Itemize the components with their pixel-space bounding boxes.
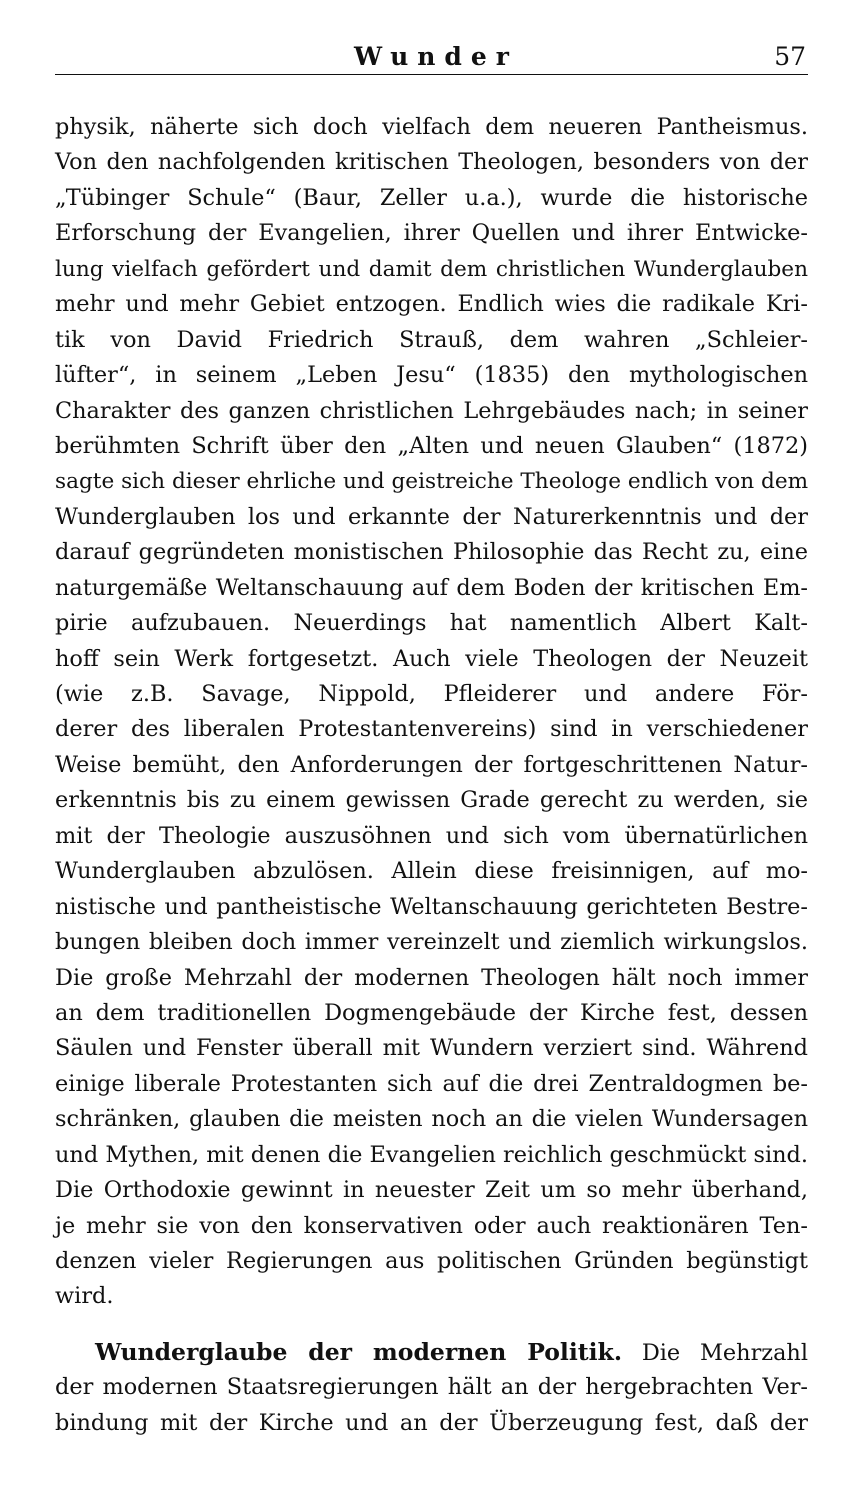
text-line: tik von David Friedrich Strauß, dem wahren „Schleier- [55, 326, 808, 353]
section-gap [55, 1315, 808, 1335]
section-first-line [55, 1335, 808, 1370]
text-line: physik, näherte sich doch vielfach dem neueren Pantheismus. [55, 114, 808, 140]
text-line: berühmten Schrift über den „Alten und neuen Glauben“ (1872) [55, 432, 808, 459]
text-line: schränken, glauben die meisten noch an die vielen Wundersagen [55, 1106, 808, 1133]
running-head-title: Wunder [354, 42, 518, 71]
running-head [55, 40, 808, 80]
text-line: Erforschung der Evangelien, ihrer Quellen und ihrer Entwicke- [55, 220, 808, 247]
text-line: „Tübinger Schule“ (Baur, Zeller u.a.), wurde die historische [55, 184, 808, 211]
section-heading: Wunderglaube der modernen Politik. [95, 1337, 623, 1366]
text-line: derer des liberalen Protestantenvereins) sind in verschiedener [55, 716, 808, 743]
text-line: Wunderglauben abzulösen. Allein diese freisinnigen, auf mo- [55, 858, 808, 885]
text-line: denzen vieler Regierungen aus politischen Gründen begünstigt [55, 1248, 808, 1274]
text-line: je mehr sie von den konservativen oder auch reaktionären Ten- [55, 1212, 808, 1239]
text-line: hoff sein Werk fortgesetzt. Auch viele Theologen der Neuzeit [55, 645, 808, 672]
text-line: mehr und mehr Gebiet entzogen. Endlich wies die radikale Kri- [55, 291, 808, 318]
text-line: erkenntnis bis zu einem gewissen Grade gerecht zu werden, sie [55, 787, 808, 814]
text-line: Wunderglauben los und erkannte der Naturerkenntnis und der [55, 503, 808, 530]
section-first-line-rest: Die Mehrzahl [641, 1339, 808, 1366]
text-line: bungen bleiben doch immer vereinzelt und ziemlich wirkungslos. [55, 929, 808, 956]
text-line-last: wird. [55, 1283, 114, 1310]
text-line: nistische und pantheistische Weltanschauung gerichteten Bestre- [55, 893, 808, 920]
text-line: Charakter des ganzen christlichen Lehrgebäudes nach; in seiner [55, 397, 808, 424]
text-line: Die Orthodoxie gewinnt in neuester Zeit um so mehr überhand, [55, 1177, 808, 1204]
text-line: der modernen Staatsregierungen hält an der hergebrachten Ver- [55, 1374, 808, 1401]
text-line: sagte sich dieser ehrliche und geistreiche Theologe endlich von dem [55, 469, 809, 495]
text-line: lung vielfach gefördert und damit dem christlichen Wunderglauben [55, 256, 808, 282]
text-line: Säulen und Fenster überall mit Wundern verziert sind. Während [55, 1035, 808, 1062]
text-line: mit der Theologie auszusöhnen und sich vom übernatürlichen [55, 822, 808, 849]
text-line: Von den nachfolgenden kritischen Theologen, besonders von der [55, 149, 808, 176]
text-line: und Mythen, mit denen die Evangelien reichlich geschmückt sind. [55, 1141, 808, 1168]
text-line: Die große Mehrzahl der modernen Theologen hält noch immer [55, 964, 808, 991]
text-line: darauf gegründeten monistischen Philosophie das Recht zu, eine [55, 539, 808, 566]
book-page [55, 40, 808, 1480]
text-line: naturgemäße Weltanschauung auf dem Boden der kritischen Em- [55, 574, 808, 601]
text-line: pirie aufzubauen. Neuerdings hat namentlich Albert Kalt- [55, 610, 808, 637]
page-number: 57 [774, 42, 806, 71]
text-line: (wie z.B. Savage, Nippold, Pfleiderer und andere För- [55, 681, 808, 707]
text-line: Weise bemüht, den Anforderungen der fortgeschrittenen Natur- [55, 751, 808, 778]
text-line: an dem traditionellen Dogmengebäude der Kirche fest, dessen [55, 999, 808, 1026]
text-line: lüfter“, in seinem „Leben Jesu“ (1835) den mythologischen [55, 362, 808, 389]
header-rule [55, 74, 808, 75]
text-line: einige liberale Protestanten sich auf die drei Zentraldogmen be- [55, 1070, 808, 1097]
text-line: bindung mit der Kirche und an der Überzeugung fest, daß der [55, 1409, 808, 1436]
body-text [55, 110, 808, 1441]
